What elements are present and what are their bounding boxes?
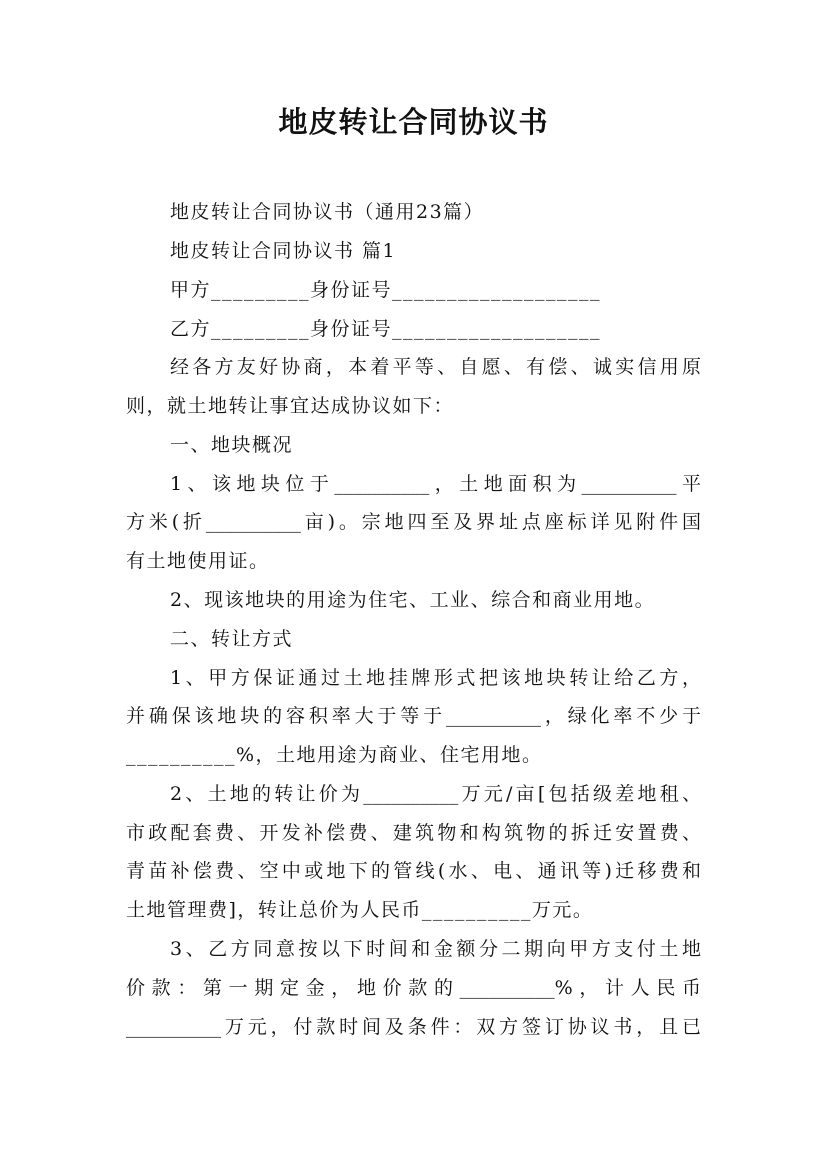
paragraph-line: 则，就土地转让事宜达成协议如下： <box>126 395 455 417</box>
paragraph-line: 2、土地的转让价为__________万元/亩[包括级差地租、 <box>170 783 701 805</box>
section-heading: 二、转让方式 <box>170 628 294 650</box>
section-heading: 一、地块概况 <box>170 434 294 456</box>
paragraph-line: __________%，土地用途为商业、住宅用地。 <box>126 744 543 766</box>
subtitle-line: 地皮转让合同协议书（通用23篇） <box>170 201 485 223</box>
paragraph-line: 经各方友好协商，本着平等、自愿、有偿、诚实信用原 <box>170 356 701 378</box>
paragraph-line: 1、甲方保证通过土地挂牌形式把该地块转让给乙方， <box>170 667 701 689</box>
paragraph-line: 青苗补偿费、空中或地下的管线(水、电、通讯等)迁移费和 <box>126 860 701 882</box>
document-title: 地皮转让合同协议书 <box>278 105 549 139</box>
paragraph-line: 1、该地块位于__________，土地面积为__________平 <box>170 473 701 495</box>
paragraph-line: 土地管理费]，转让总价为人民币__________万元。 <box>126 899 594 921</box>
paragraph-line: 价款：第一期定金，地价款的__________%，计人民币 <box>126 977 701 999</box>
paragraph-line: 方米(折__________亩)。宗地四至及界址点座标详见附件国 <box>126 511 701 533</box>
party-b-line: 乙方_________身份证号___________________ <box>170 318 602 340</box>
party-a-line: 甲方_________身份证号___________________ <box>170 279 602 301</box>
paragraph-line: 有土地使用证。 <box>126 550 270 572</box>
paragraph-line: 市政配套费、开发补偿费、建筑物和构筑物的拆迁安置费、 <box>126 822 701 844</box>
chapter-heading: 地皮转让合同协议书 篇1 <box>170 240 397 262</box>
paragraph-line: 3、乙方同意按以下时间和金额分二期向甲方支付土地 <box>170 938 701 960</box>
paragraph-line: 2、现该地块的用途为住宅、工业、综合和商业用地。 <box>170 589 656 611</box>
paragraph-line: __________万元，付款时间及条件：双方签订协议书，且已 <box>126 1016 701 1038</box>
paragraph-line: 并确保该地块的容积率大于等于__________，绿化率不少于 <box>126 705 701 727</box>
